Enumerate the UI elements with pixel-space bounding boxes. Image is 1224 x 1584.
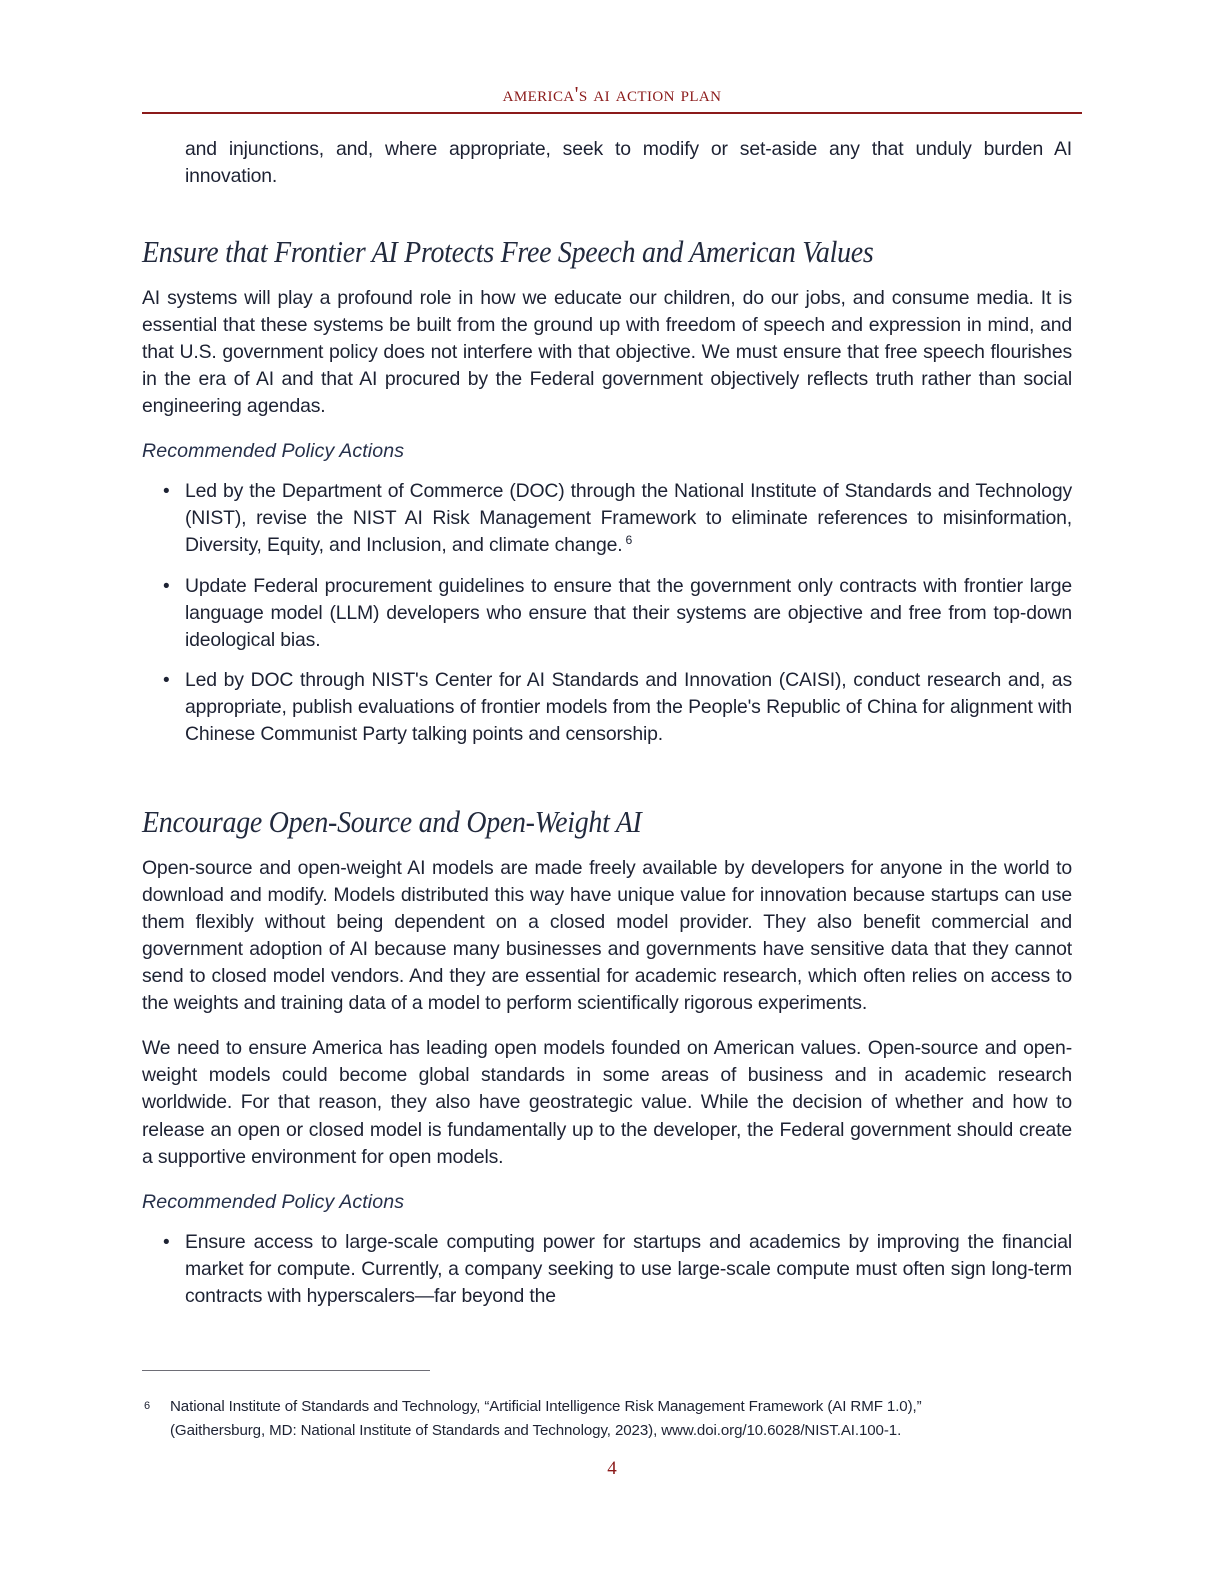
policy-actions-list-1	[142, 478, 1072, 748]
footnote-reference[interactable]: 6	[625, 532, 633, 547]
page-header-title: america's ai action plan	[502, 82, 722, 106]
list-item-text: Ensure access to large-scale computing power for startups and academics by improving the financial market for compute. Currently, a company seeking to use large-scale compute must often sign long-term contracts with hyperscalers—far beyond the	[185, 1230, 1072, 1307]
document-body	[142, 136, 1072, 1310]
list-item-text: Update Federal procurement guidelines to ensure that the government only contracts with frontier large language model (LLM) developers who ensure that their systems are objective and free from top-down ideological bias.	[185, 574, 1072, 651]
section-2-paragraph-1: Open-source and open-weight AI models are made freely available by developers for anyone in the world to download and modify. Models distributed this way have unique value for innovation because startups can use them flexibly without being dependent on a closed model provider. They also benefit commercial and government adoption of AI because many businesses and governments have sensitive data that they cannot send to closed model vendors. And they are essential for academic research, which often relies on access to the weights and training data of a model to perform scientifically rigorous experiments.	[142, 856, 1072, 1015]
continued-paragraph: and injunctions, and, where appropriate, seek to modify or set-aside any that unduly burden AI innovation.	[185, 138, 1072, 188]
section-2-paragraph-2: We need to ensure America has leading open models founded on American values. Open-source and open-weight models could become global standards in some areas of business and in academic research worldwide. For that reason, they also have geostrategic value. While the decision of whether and how to release an open or closed model is fundamentally up to the developer, the Federal government should create a supportive environment for open models.	[142, 1037, 1072, 1168]
policy-actions-list-2	[142, 1229, 1072, 1310]
footnote-area	[142, 1370, 1072, 1443]
section-heading-open-source: Encourage Open-Source and Open-Weight AI	[142, 804, 642, 840]
bullet-icon: •	[163, 1231, 170, 1253]
list-item-text: Led by the Department of Commerce (DOC) through the National Institute of Standards and Technology (NIST), revise the NIST AI Risk Management Framework to eliminate references to misinformation, Diversity, Equity, and Inclusion, and climate change.	[185, 480, 1072, 557]
section-heading-free-speech: Ensure that Frontier AI Protects Free Speech and American Values	[142, 234, 874, 270]
section-1-paragraph-1: AI systems will play a profound role in how we educate our children, do our jobs, and consume media. It is essential that these systems be built from the ground up with freedom of speech and expression in mind, and that U.S. government policy does not interfere with that objective. We must ensure that free speech flourishes in the era of AI and that AI procured by the Federal government objectively reflects truth rather than social engineering agendas.	[142, 286, 1072, 418]
list-item	[142, 667, 1072, 748]
footnote-line-1: National Institute of Standards and Technology, “Artificial Intelligence Risk Management Framework (AI RMF 1.0),”	[170, 1398, 922, 1416]
page-number: 4	[607, 1458, 617, 1479]
list-item	[142, 1229, 1072, 1310]
policy-actions-label-2: Recommended Policy Actions	[142, 1190, 405, 1213]
footnote-separator	[142, 1370, 430, 1371]
footnote-line-2: (Gaithersburg, MD: National Institute of Standards and Technology, 2023), www.doi.org/10.6028/NIST.AI.100-1.	[170, 1422, 902, 1440]
policy-actions-label-1: Recommended Policy Actions	[142, 440, 405, 463]
list-item-text: Led by DOC through NIST's Center for AI Standards and Innovation (CAISI), conduct research and, as appropriate, publish evaluations of frontier models from the People's Republic of China for alignment with Chinese Communist Party talking points and censorship.	[185, 668, 1072, 745]
footnote-entry	[142, 1395, 1072, 1443]
list-item	[142, 573, 1072, 654]
bullet-icon: •	[163, 481, 170, 503]
footnote-marker: 6	[144, 1400, 151, 1413]
header-rule	[142, 112, 1082, 115]
bullet-icon: •	[163, 669, 170, 691]
page-header	[142, 82, 1082, 114]
list-item	[142, 478, 1072, 559]
bullet-icon: •	[163, 575, 170, 597]
